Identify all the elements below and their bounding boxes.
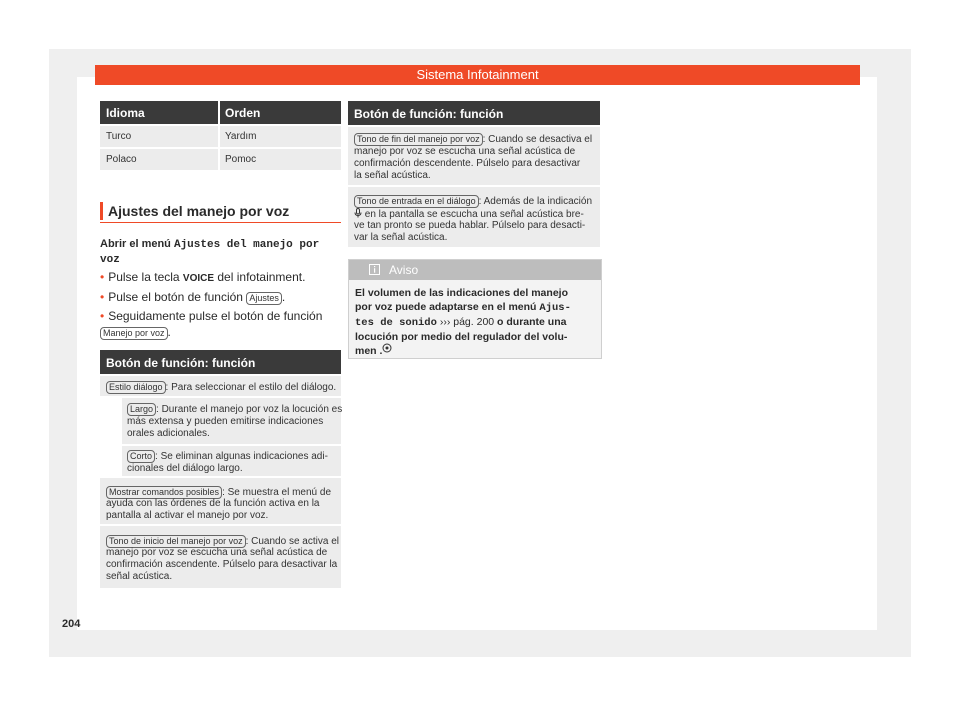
bullet-3-post: .	[167, 325, 171, 339]
bullet-2-text: Pulse el botón de función	[108, 290, 247, 304]
corto-key: Corto	[127, 450, 155, 463]
notice-header	[349, 260, 601, 280]
notice-line: El volumen de las indicaciones del manejo	[355, 287, 568, 299]
cell-orden: Yardım	[225, 131, 257, 142]
row-text: manejo por voz se escucha una señal acústica de	[354, 146, 576, 157]
row-text: : Durante el manejo por voz la locución es	[156, 404, 343, 415]
row-text: ve tan pronto se pueda hablar. Púlselo para desacti-	[354, 220, 586, 231]
notice-line	[355, 300, 599, 315]
indent-spacer	[100, 398, 120, 476]
row-text: : Además de la indicación	[478, 196, 593, 207]
row-text: : Cuando se activa el	[245, 536, 339, 547]
intro-menu-name: Ajustes del manejo por voz	[100, 239, 320, 266]
estilo-dialogo-key: Estilo diálogo	[106, 381, 166, 394]
cell-idioma: Polaco	[106, 154, 137, 165]
page-reference: ››› pág. 200	[436, 316, 495, 328]
bullet-3	[100, 309, 322, 323]
row-tono-entrada	[354, 195, 592, 208]
microphone-icon	[354, 208, 362, 218]
row-text: : Se eliminan algunas indicaciones adi-	[155, 451, 328, 462]
row-estilo-dialogo	[106, 381, 336, 394]
cell-orden: Pomoc	[225, 154, 257, 165]
info-icon	[369, 264, 380, 275]
intro-line	[100, 237, 340, 267]
page-number: 204	[62, 618, 81, 630]
col-header-idioma: Idioma	[106, 106, 145, 120]
row-largo	[127, 403, 342, 416]
section-marker	[100, 202, 103, 220]
bullet-dot: •	[100, 309, 105, 323]
row-text: la señal acústica.	[354, 170, 431, 181]
function-table-title: Botón de función: función	[106, 356, 256, 370]
notice-menu-name: Ajus-	[539, 302, 571, 314]
chapter-header: Sistema Infotainment	[95, 65, 860, 85]
table-row	[100, 126, 341, 147]
row-corto	[127, 450, 328, 463]
bullet-3-cont	[100, 325, 171, 340]
row-text: orales adicionales.	[127, 428, 210, 439]
largo-key: Largo	[127, 403, 156, 416]
bullet-1-post: del infotainment.	[214, 270, 306, 284]
notice-text: men .	[355, 345, 383, 357]
bullet-1-text: Pulse la tecla	[108, 270, 183, 284]
tono-fin-key: Tono de fin del manejo por voz	[354, 133, 483, 146]
tono-entrada-key: Tono de entrada en el diálogo	[354, 195, 479, 208]
row-text: confirmación descendente. Púlselo para desactivar	[354, 158, 581, 169]
bullet-dot: •	[100, 270, 105, 284]
notice-title: Aviso	[389, 263, 419, 277]
notice-box	[348, 259, 602, 359]
bullet-2	[100, 290, 285, 305]
notice-menu-name: tes de sonido	[355, 317, 437, 329]
row-text: confirmación ascendente. Púlselo para desactivar la	[106, 559, 338, 570]
notice-line	[355, 315, 599, 330]
row-text: pantalla al activar el manejo por voz.	[106, 510, 269, 521]
row-text: cionales del diálogo largo.	[127, 463, 243, 474]
manejo-por-voz-key: Manejo por voz	[100, 327, 168, 340]
row-text: más extensa y pueden emitirse indicaciones	[127, 416, 324, 427]
notice-line: locución por medio del regulador del volu-	[355, 331, 568, 343]
bullet-1	[100, 270, 305, 284]
tono-inicio-key: Tono de inicio del manejo por voz	[106, 535, 246, 548]
notice-text: por voz puede adaptarse en el menú	[355, 301, 540, 313]
section-rule	[100, 222, 341, 223]
ajustes-key: Ajustes	[246, 292, 282, 305]
mostrar-comandos-key: Mostrar comandos posibles	[106, 486, 222, 499]
row-text: : Cuando se desactiva el	[482, 134, 593, 145]
intro-prefix: Abrir el menú	[100, 238, 174, 250]
bullet-3-text: Seguidamente pulse el botón de función	[108, 309, 323, 323]
row-tono-fin	[354, 133, 592, 146]
row-text: ayuda con las órdenes de la función activa en la	[106, 498, 320, 509]
row-text: manejo por voz se escucha una señal acústica de	[106, 547, 328, 558]
notice-text: o durante una	[494, 316, 567, 328]
bullet-dot: •	[100, 290, 105, 304]
row-text: : Se muestra el menú de	[222, 487, 332, 498]
bullet-2-post: .	[281, 290, 286, 304]
row-text: : Para seleccionar el estilo del diálogo.	[165, 382, 337, 393]
voice-key: VOICE	[182, 273, 215, 284]
col-header-orden: Orden	[225, 106, 261, 120]
column-divider	[218, 101, 220, 170]
volume-knob-icon	[382, 343, 392, 353]
cell-idioma: Turco	[106, 131, 132, 142]
row-text: en la pantalla se escucha una señal acústica bre-	[362, 209, 584, 220]
section-title: Ajustes del manejo por voz	[108, 203, 290, 219]
row-text: var la señal acústica.	[354, 232, 448, 243]
function-table-title: Botón de función: función	[354, 107, 504, 121]
row-text: señal acústica.	[106, 571, 173, 582]
